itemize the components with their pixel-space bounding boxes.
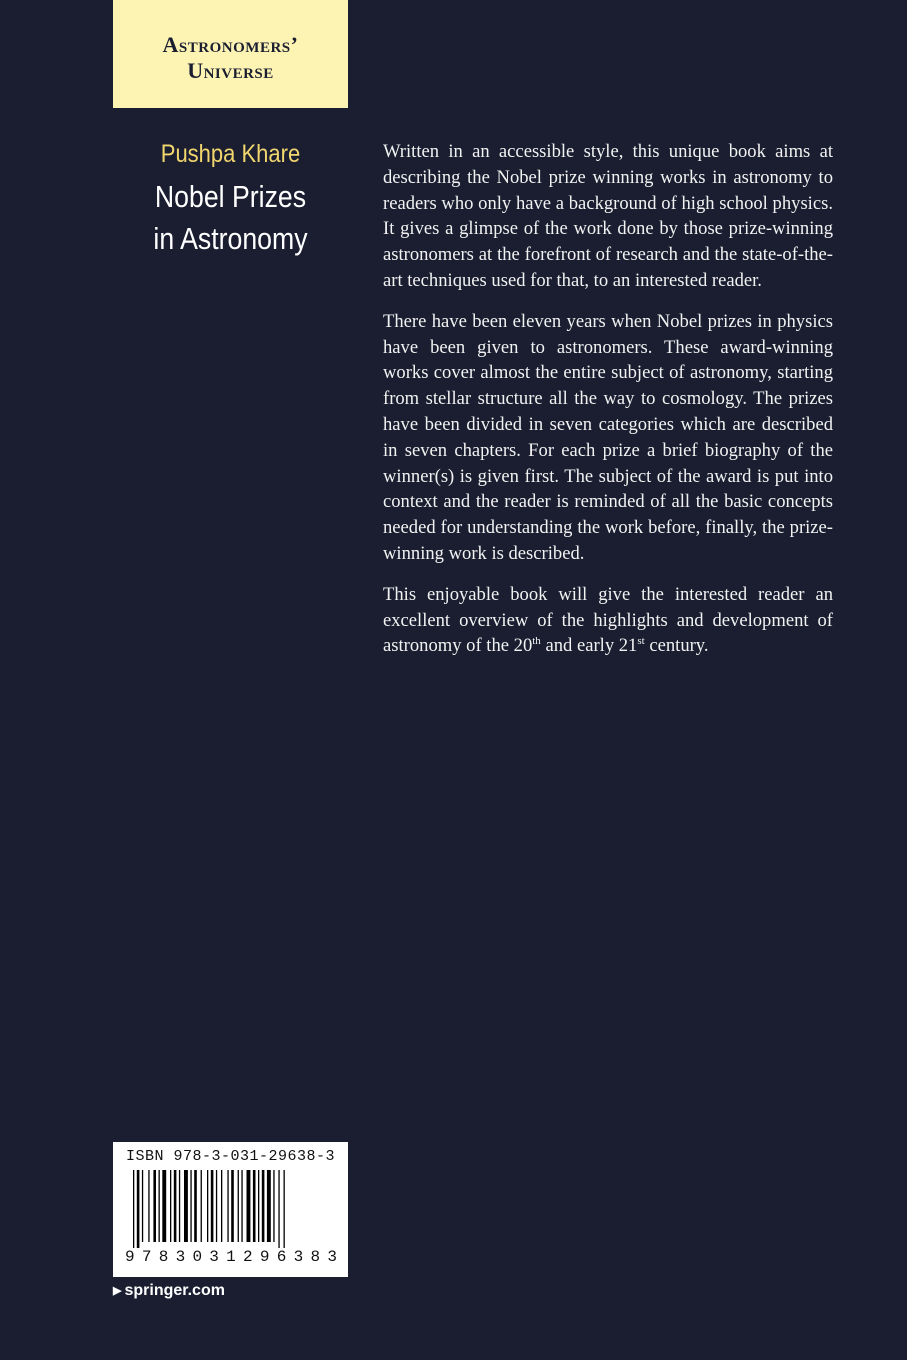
- blurb-paragraph-3: [383, 582, 833, 659]
- barcode-bar: [179, 1170, 180, 1242]
- barcode-bar: [227, 1170, 228, 1242]
- barcode-bar: [211, 1170, 214, 1242]
- barcode-bar: [133, 1170, 134, 1248]
- barcode-digits: [125, 1248, 337, 1266]
- barcode-digit: 7: [141, 1248, 152, 1266]
- barcode-bar: [148, 1170, 149, 1242]
- isbn-barcode: [113, 1142, 348, 1277]
- book-title-line-2: in Astronomy: [153, 221, 308, 256]
- barcode-bar: [221, 1170, 222, 1242]
- barcode-bar: [207, 1170, 208, 1242]
- barcode-bar: [153, 1170, 156, 1242]
- barcode-digit: 0: [192, 1248, 203, 1266]
- barcode-bar: [190, 1170, 191, 1242]
- blurb-p3-sup-2: st: [637, 635, 645, 648]
- barcode-digit: 9: [125, 1248, 135, 1266]
- blurb-p3-part-a: This enjoyable book will give the interested reader an excellent overview of the highlights and development of astronomy of the 20: [383, 583, 833, 657]
- barcode-bar: [174, 1170, 177, 1242]
- series-line-1: Astronomers’: [162, 32, 299, 57]
- barcode-bar: [238, 1170, 239, 1242]
- barcode-bar: [142, 1170, 143, 1242]
- barcode-digit: 3: [327, 1248, 337, 1266]
- barcode-digit: 3: [175, 1248, 186, 1266]
- barcode-bar: [258, 1170, 259, 1242]
- barcode-bar: [170, 1170, 171, 1242]
- barcode-bar: [137, 1170, 140, 1248]
- barcode-bar: [247, 1170, 251, 1242]
- book-title-line-1: Nobel Prizes: [154, 179, 307, 214]
- isbn-label: ISBN 978-3-031-29638-3: [126, 1148, 336, 1165]
- barcode-bar: [241, 1170, 242, 1242]
- barcode-digit: 6: [276, 1248, 287, 1266]
- barcode-bar: [284, 1170, 285, 1248]
- barcode-digit: 8: [158, 1248, 169, 1266]
- barcode-digit: 3: [293, 1248, 304, 1266]
- barcode-bar: [267, 1170, 271, 1242]
- barcode-bar: [162, 1170, 166, 1242]
- blurb-text: [383, 139, 833, 674]
- series-line-2: Universe: [187, 58, 274, 83]
- barcode-bar: [231, 1170, 234, 1242]
- blurb-p3-part-b: and early 21: [540, 635, 638, 657]
- barcode-bar: [216, 1170, 217, 1242]
- barcode-digit: 1: [226, 1248, 236, 1266]
- barcode-digit: 9: [259, 1248, 270, 1266]
- barcode-bars: [125, 1170, 337, 1250]
- publisher-link[interactable]: [113, 1282, 225, 1300]
- blurb-p3-part-c: century.: [644, 635, 709, 657]
- barcode-bar: [262, 1170, 265, 1242]
- barcode-digit: 8: [310, 1248, 321, 1266]
- blurb-paragraph-1: Written in an accessible style, this unique book aims at describing the Nobel prize winning works in astronomy to readers who only have a background of high school physics. It gives a glimpse of the work done by those prize-winning astronomers at the forefront of research and the state-of-the-art techniques used for that, to an interested reader.: [383, 141, 833, 291]
- blurb-p3-sup-1: th: [532, 635, 541, 648]
- arrow-right-icon: ▶: [113, 1285, 122, 1297]
- barcode-bar: [273, 1170, 274, 1242]
- barcode-bar: [253, 1170, 256, 1242]
- author-name: Pushpa Khare: [160, 140, 301, 168]
- book-title: [129, 176, 331, 260]
- barcode-bar: [184, 1170, 188, 1242]
- barcode-bar: [278, 1170, 279, 1248]
- blurb-paragraph-2: There have been eleven years when Nobel prizes in physics have been given to astronomers. These award-winning works cover almost the entire subject of astronomy, starting from stellar structure all the way to cosmology. The prizes have been divided in seven categories which are described in seven chapters. For each prize a brief biography of the winner(s) is given first. The subject of the award is put into context and the reader is reminded of all the basic concepts needed for understanding the work before, finally, the prize-winning work is described.: [383, 310, 833, 564]
- publisher-link-text: springer.com: [124, 1282, 225, 1299]
- barcode-bar: [201, 1170, 202, 1242]
- barcode-digit: 3: [209, 1248, 219, 1266]
- barcode-digit: 2: [243, 1248, 253, 1266]
- barcode-bar: [194, 1170, 197, 1242]
- barcode-bar: [159, 1170, 160, 1242]
- series-label: [113, 0, 348, 108]
